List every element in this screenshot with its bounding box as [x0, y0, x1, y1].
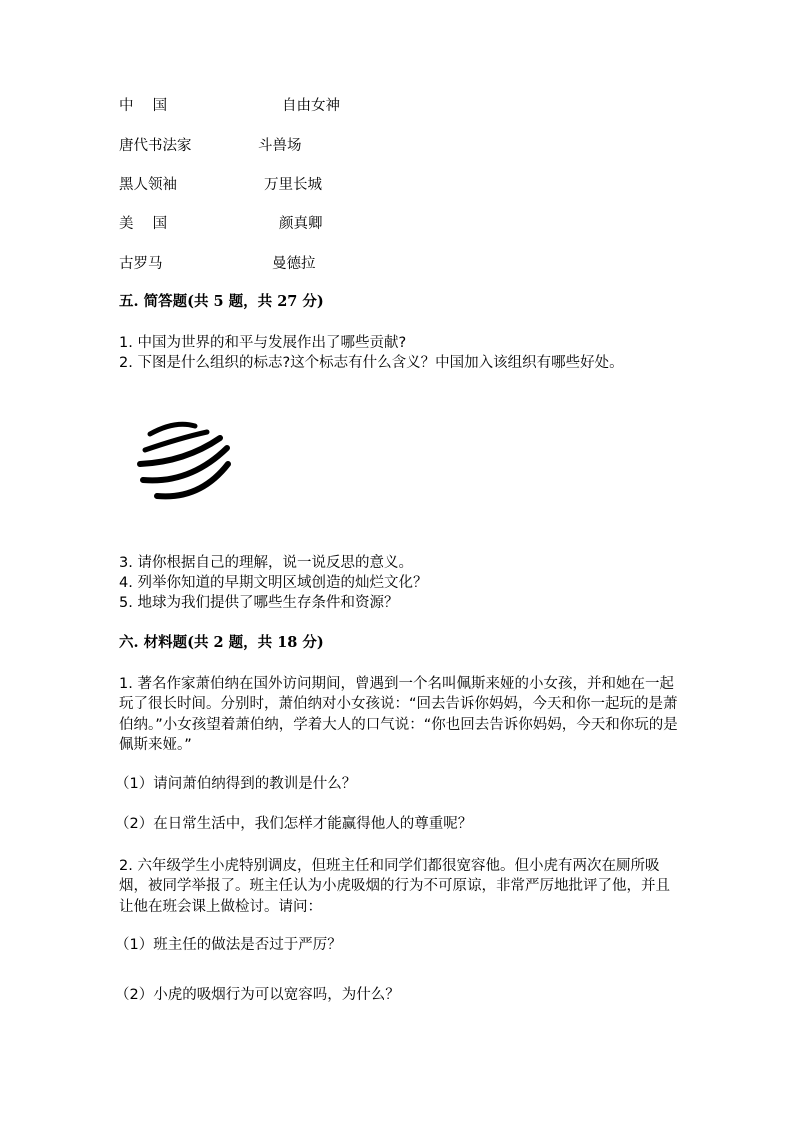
question-item: 2. 下图是什么组织的标志?这个标志有什么含义？中国加入该组织有哪些好处。: [119, 355, 624, 371]
match-right-item: 斗兽场: [258, 138, 302, 154]
match-right-item: 自由女神: [282, 98, 340, 114]
question-item: 3. 请你根据自己的理解，说一说反思的意义。: [119, 555, 413, 571]
match-right-item: 万里长城: [264, 177, 322, 193]
material-question-1: 1. 著名作家萧伯纳在国外访问期间，曾遇到一个名叫佩斯来娅的小女孩，并和她在一起玩了很长时间。分别时，萧伯纳对小女孩说：“回去告诉你妈妈，今天和你一起玩的是萧伯纳。”小女孩望着萧伯纳，学着大人的口气说：“你也回去告诉你妈妈，今天和你玩的是佩斯来娅。”: [119, 676, 678, 753]
match-right-item: 曼德拉: [272, 256, 316, 272]
match-left-item: 唐代书法家: [119, 138, 192, 154]
material-question-2: 2. 六年级学生小虎特别调皮，但班主任和同学们都很宽容他。但小虎有两次在厕所吸烟，被同学举报了。班主任认为小虎吸烟的行为不可原谅，非常严厉地批评了他，并且让他在班会课上做检讨。请问：: [119, 858, 670, 915]
match-left-item: 美 国: [119, 216, 168, 232]
match-left-item: 黑人领袖: [119, 177, 177, 193]
wto-logo-icon: [135, 412, 235, 504]
match-left-item: 古罗马: [119, 256, 163, 272]
sub-question: （2）在日常生活中，我们怎样才能赢得他人的尊重呢？: [115, 816, 473, 832]
question-item: 1. 中国为世界的和平与发展作出了哪些贡献?: [119, 335, 407, 351]
sub-question: （1）班主任的做法是否过于严厉？: [115, 937, 342, 953]
sub-question: （2）小虎的吸烟行为可以宽容吗，为什么？: [115, 987, 400, 1003]
question-item: 5. 地球为我们提供了哪些生存条件和资源？: [119, 595, 399, 611]
sub-question: （1）请问萧伯纳得到的教训是什么？: [115, 776, 357, 792]
section-6-heading: 六. 材料题(共 2 题，共 18 分): [119, 634, 324, 651]
match-left-item: 中 国: [119, 98, 168, 114]
section-5-heading: 五. 简答题(共 5 题，共 27 分): [119, 293, 324, 310]
match-right-item: 颜真卿: [279, 216, 323, 232]
question-item: 4. 列举你知道的早期文明区域创造的灿烂文化？: [119, 575, 428, 591]
